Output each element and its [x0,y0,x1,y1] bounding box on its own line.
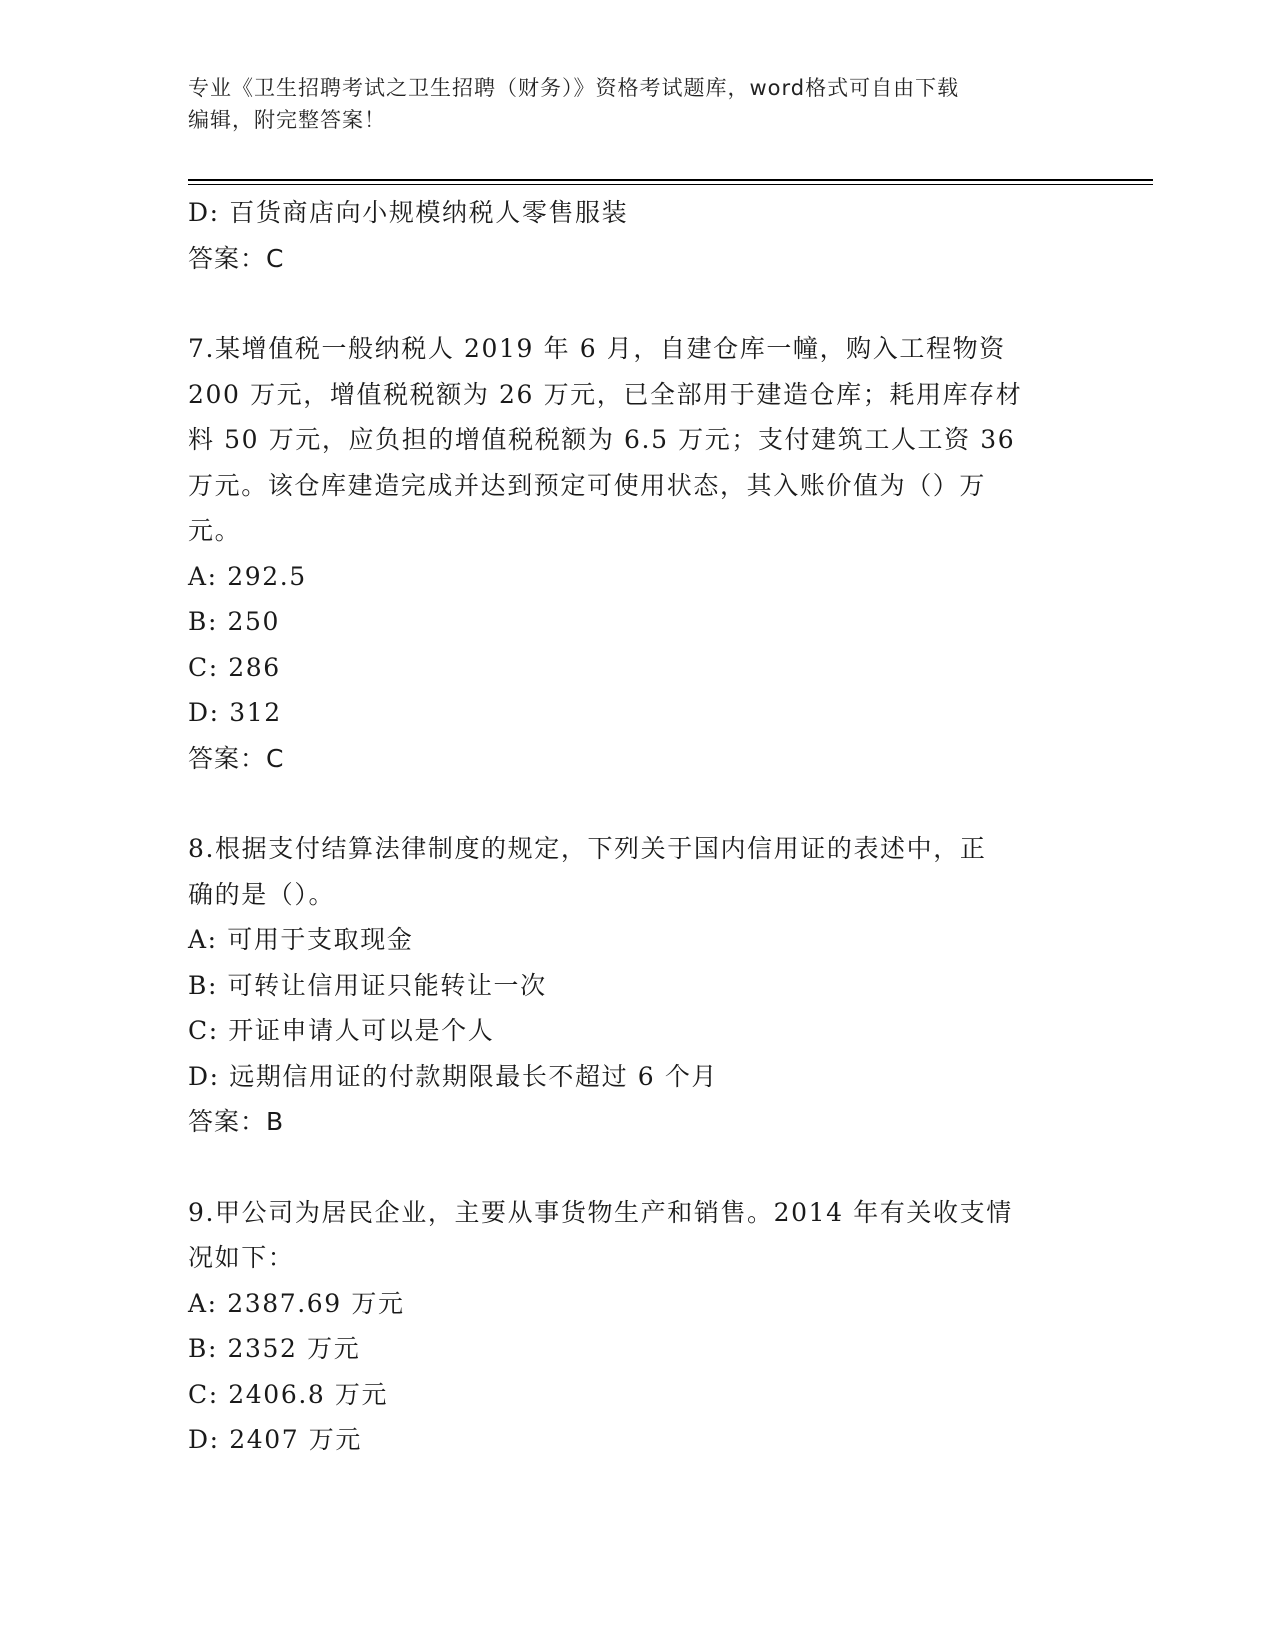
spacer [188,781,1078,826]
question-content [188,190,1078,1463]
option-c: C: 286 [188,652,281,682]
option-c: C: 2406.8 万元 [188,1379,389,1409]
question-text-line: 9.甲公司为居民企业，主要从事货物生产和销售。2014 年有关收支情 [188,1197,1013,1227]
option-d: D: 远期信用证的付款期限最长不超过 6 个月 [188,1061,719,1091]
question-text-line: 元。 [188,516,242,545]
question-text-line: 7.某增值税一般纳税人 2019 年 6 月，自建仓库一幢，购入工程物资 [188,334,1006,363]
option-a: A: 可用于支取现金 [188,925,414,954]
option-b: B: 250 [188,607,281,636]
option-d: D: 312 [188,698,282,727]
question-text-line: 料 50 万元，应负担的增值税税额为 6.5 万元；支付建筑工人工资 36 [188,425,1016,454]
option-a: A: 292.5 [188,561,307,591]
option-a: A: 2387.69 万元 [188,1288,405,1318]
question-text-line: 确的是（）。 [188,879,336,909]
question-text-line: 8.根据支付结算法律制度的规定，下列关于国内信用证的表述中，正 [188,834,987,863]
question-7 [188,326,1078,781]
question-8 [188,826,1078,1145]
answer-line: 答案：C [188,243,285,273]
header-divider-thin [188,184,1153,185]
question-text-line: 200 万元，增值税税额为 26 万元，已全部用于建造仓库；耗用库存材 [188,379,1023,409]
question-9 [188,1190,1078,1463]
option-b: B: 可转让信用证只能转让一次 [188,970,547,1000]
header-line-2: 编辑，附完整答案！ [188,108,386,132]
document-header [188,72,1088,136]
previous-question [188,190,1078,281]
answer-line: 答案：B [188,1107,285,1136]
spacer [188,281,1078,326]
spacer [188,1145,1078,1190]
option-d: D: 百货商店向小规模纳税人零售服装 [188,198,629,227]
header-divider-thick [188,179,1153,181]
answer-line: 答案：C [188,743,285,773]
option-d: D: 2407 万元 [188,1425,362,1454]
question-text-line: 况如下： [188,1243,295,1272]
option-b: B: 2352 万元 [188,1334,361,1363]
option-c: C: 开证申请人可以是个人 [188,1016,495,1045]
question-text-line: 万元。该仓库建造完成并达到预定可使用状态，其入账价值为（）万 [188,470,987,500]
header-line-1: 专业《卫生招聘考试之卫生招聘（财务）》资格考试题库，word格式可自由下载 [188,76,960,100]
